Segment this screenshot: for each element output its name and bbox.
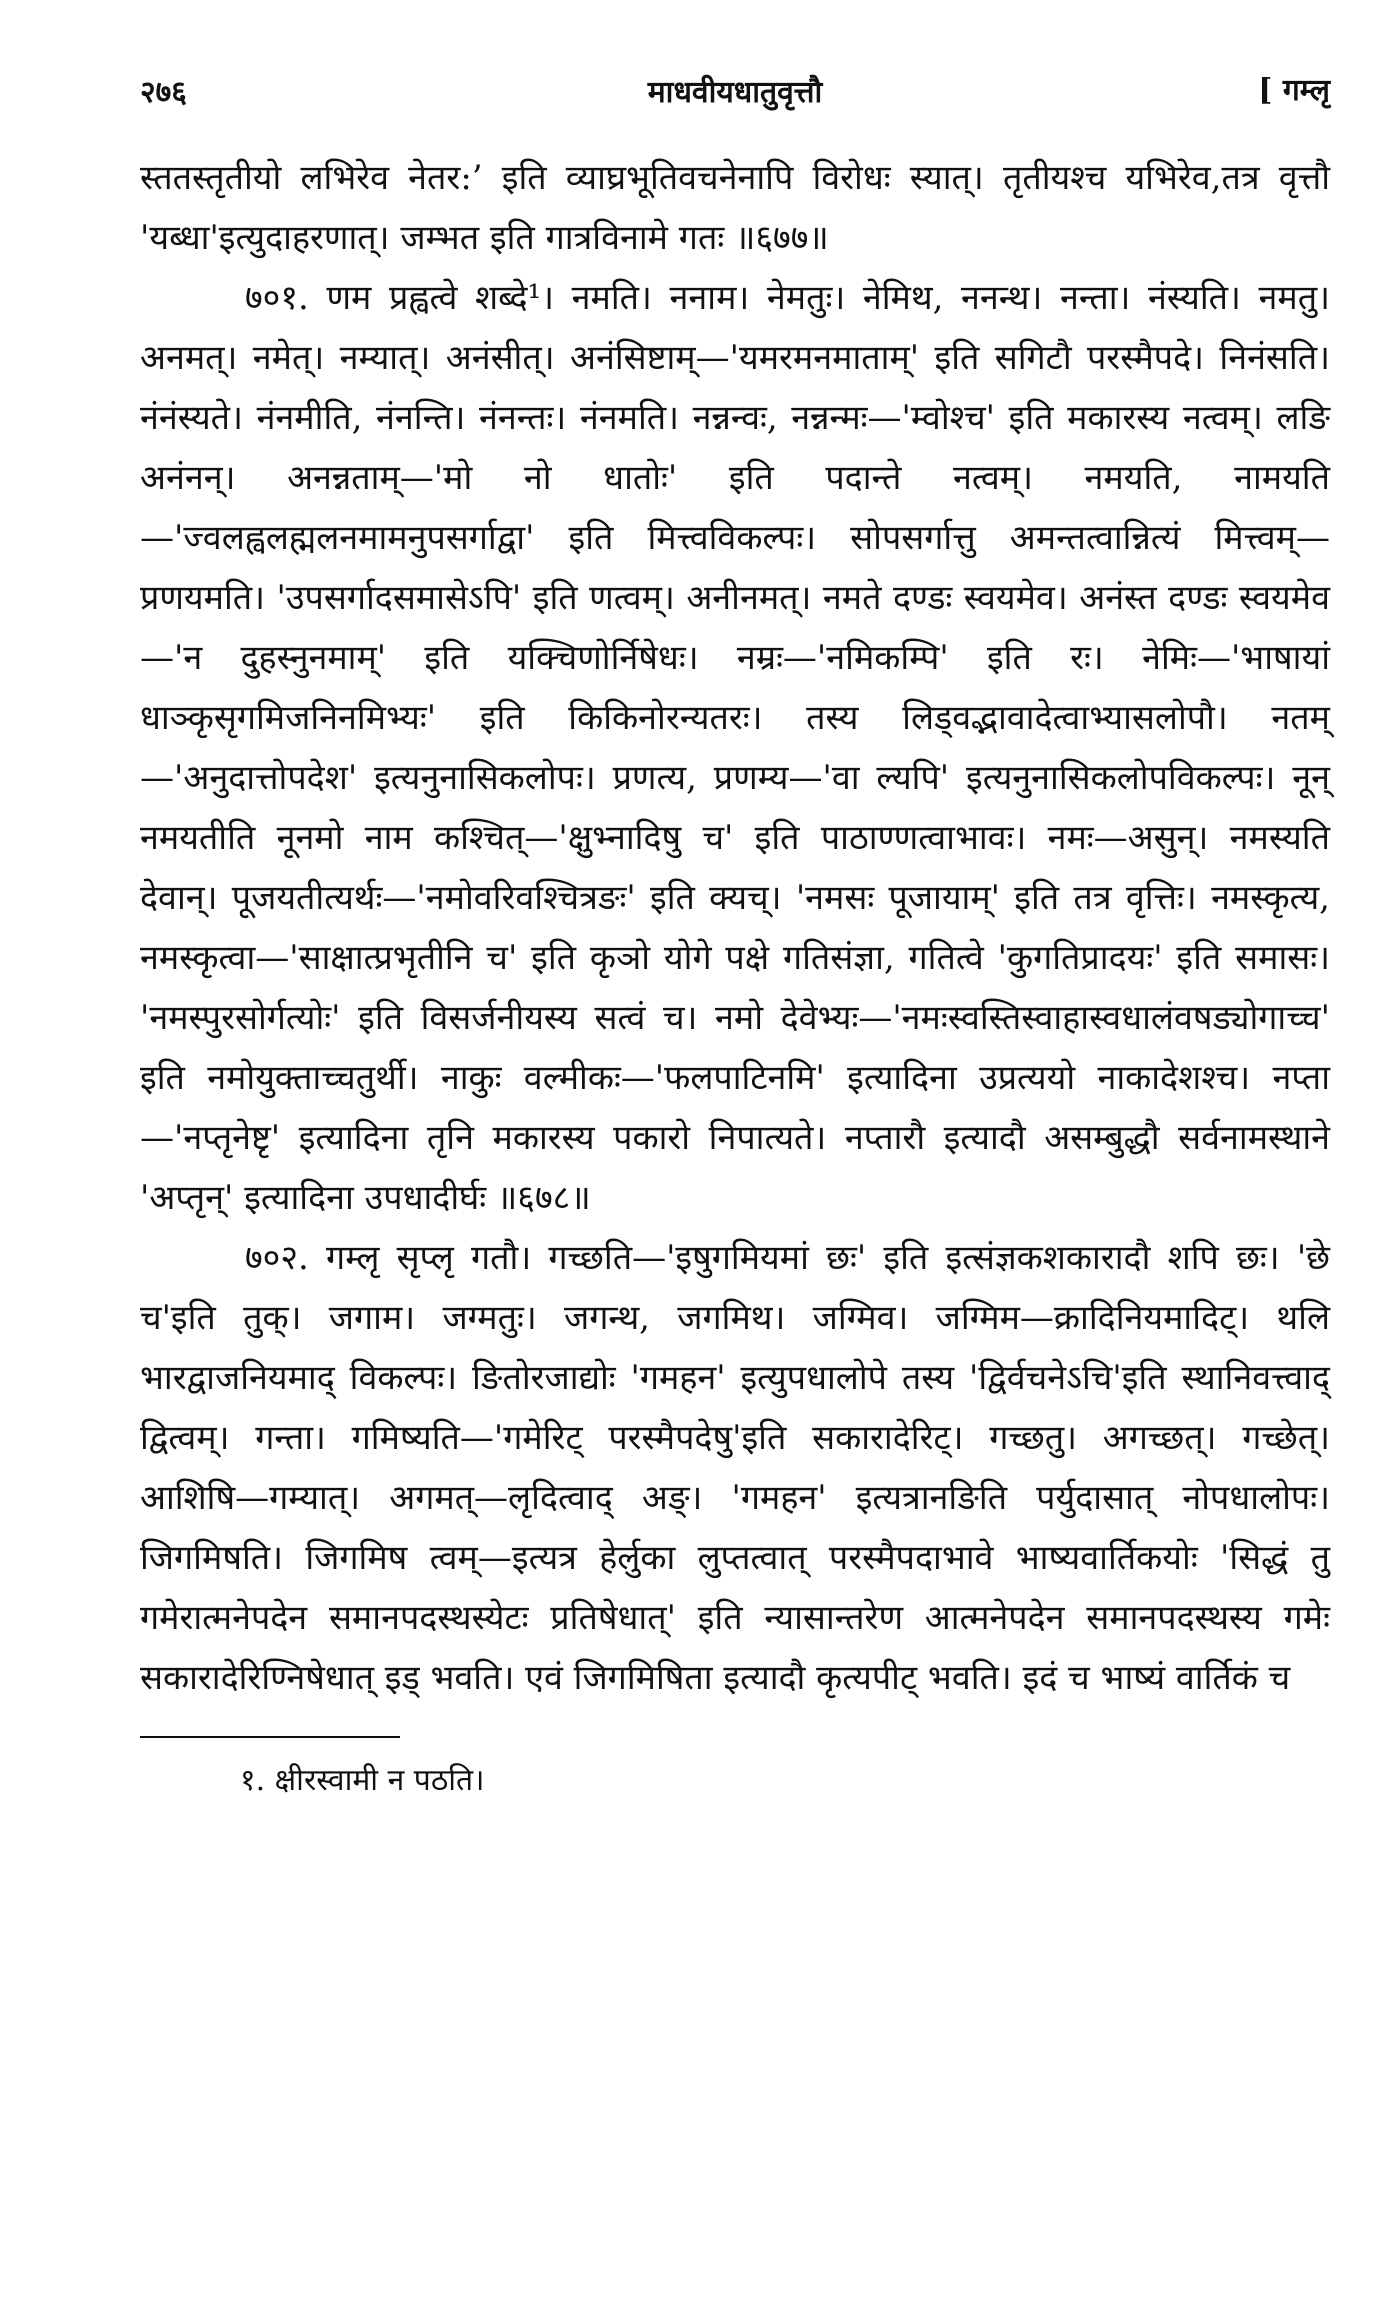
paragraph-701: ७०१. णम प्रह्वत्वे शब्दे¹। नमति। ननाम। नेमतुः। नेमिथ, ननन्थ। नन्ता। नंस्यति। नमतु। अनमत्। नमेत्। नम्यात्। अनंसीत्। अनंसिष्टाम्—'यमरमनमाताम्' इति सगिटौ परस्मैपदे। निनंसति। नंनंस्यते। नंनमीति, नंनन्ति। नंनन्तः। नंनमति। नन्नन्वः, नन्नन्मः—'म्वोश्च' इति मकारस्य नत्वम्। लङि अनंनन्। अनन्नताम्—'मो नो धातोः' इति पदान्ते नत्वम्। नमयति, नामयति—'ज्वलह्वलह्मलनमामनुपसर्गाद्वा' इति मित्त्वविकल्पः। सोपसर्गात्तु अमन्तत्वान्नित्यं मित्त्वम्—प्रणयमति। 'उपसर्गादसमासेऽपि' इति णत्वम्। अनीनमत्। नमते दण्डः स्वयमेव। अनंस्त दण्डः स्वयमेव—'न दुहस्नुनमाम्' इति यक्चिणोर्निषेधः। नम्रः—'नमिकम्पि' इति रः। नेमिः—'भाषायां धाञ्कृसृगमिजनिनमिभ्यः' इति किकिनोरन्यतरः। तस्य लिड्वद्भावादेत्वाभ्यासलोपौ। नतम्—'अनुदात्तोपदेश' इत्यनुनासिकलोपः। प्रणत्य, प्रणम्य—'वा ल्यपि' इत्यनुनासिकलोपविकल्पः। नून् नमयतीति नूनमो नाम कश्चित्—'क्षुभ्नादिषु च' इति पाठाण्णत्वाभावः। नमः—असुन्। नमस्यति देवान्। पूजयतीत्यर्थः—'नमोवरिवश्चित्रङः' इति क्यच्। 'नमसः पूजायाम्' इति तत्र वृत्तिः। नमस्कृत्य, नमस्कृत्वा—'साक्षात्प्रभृतीनि च' इति कृञो योगे पक्षे गतिसंज्ञा, गतित्वे 'कुगतिप्रादयः' इति समासः। 'नमस्पुरसोर्गत्योः' इति विसर्जनीयस्य सत्वं च। नमो देवेभ्यः—'नमःस्वस्तिस्वाहास्वधालंवषड्योगाच्च' इति नमोयुक्ताच्चतुर्थी। नाकुः वल्मीकः—'फलपाटिनमि' इत्यादिना उप्रत्ययो नाकादेशश्च। नप्ता—'नप्तृनेष्टृ' इत्यादिना तृनि मकारस्य पकारो निपात्यते। नप्तारौ इत्यादौ असम्बुद्धौ सर्वनामस्थाने 'अप्तृन्' इत्यादिना उपधादीर्घः ॥६७८॥ xyxy=(140,278,1330,1218)
footnote-divider xyxy=(140,1736,400,1738)
section-marker: [ गम्लृ xyxy=(1258,73,1330,108)
footnote: १. क्षीरस्वामी न पठति। xyxy=(240,1763,485,1798)
paragraph-continued: स्ततस्तृतीयो लभिरेव नेतर:’ इति व्याघ्रभूतिवचनेनापि विरोधः स्यात्। तृतीयश्च यभिरेव,तत्र वृत्तौ 'यब्धा'इत्युदाहरणात्। जम्भत इति गात्रविनामे गतः ॥६७७॥ xyxy=(140,158,1330,258)
paragraph-702: ७०२. गम्लृ सृप्लृ गतौ। गच्छति—'इषुगमियमां छः' इति इत्संज्ञकशकारादौ शपि छः। 'छे च'इति तुक्। जगाम। जग्मतुः। जगन्थ, जगमिथ। जग्मिव। जग्मिम—क्रादिनियमादिट्। थलि भारद्वाजनियमाद् विकल्पः। ङितोरजाद्योः 'गमहन' इत्युपधालोपे तस्य 'द्विर्वचनेऽचि'इति स्थानिवत्त्वाद् द्वित्वम्। गन्ता। गमिष्यति—'गमेरिट् परस्मैपदेषु'इति सकारादेरिट्। गच्छतु। अगच्छत्। गच्छेत्। आशिषि—गम्यात्। अगमत्—लृदित्वाद् अङ्। 'गमहन' इत्यत्रानङिति पर्युदासात् नोपधालोपः। जिगमिषति। जिगमिष त्वम्—इत्यत्र हेर्लुका लुप्तत्वात् परस्मैपदाभावे भाष्यवार्तिकयोः 'सिद्धं तु गमेरात्मनेपदेन समानपदस्थस्येटः प्रतिषेधात्' इति न्यासान्तरेण आत्मनेपदेन समानपदस्थस्य गमेः सकारादेरिण्निषेधात् इड् भवति। एवं जिगमिषिता इत्यादौ कृत्यपीट् भवति। इदं च भाष्यं वार्तिकं च xyxy=(140,1238,1330,1698)
running-title: माधवीयधातुवृत्तौ xyxy=(647,75,823,110)
page-number: २७६ xyxy=(140,75,187,110)
page-header xyxy=(140,58,1330,128)
page-body xyxy=(140,148,1330,1708)
